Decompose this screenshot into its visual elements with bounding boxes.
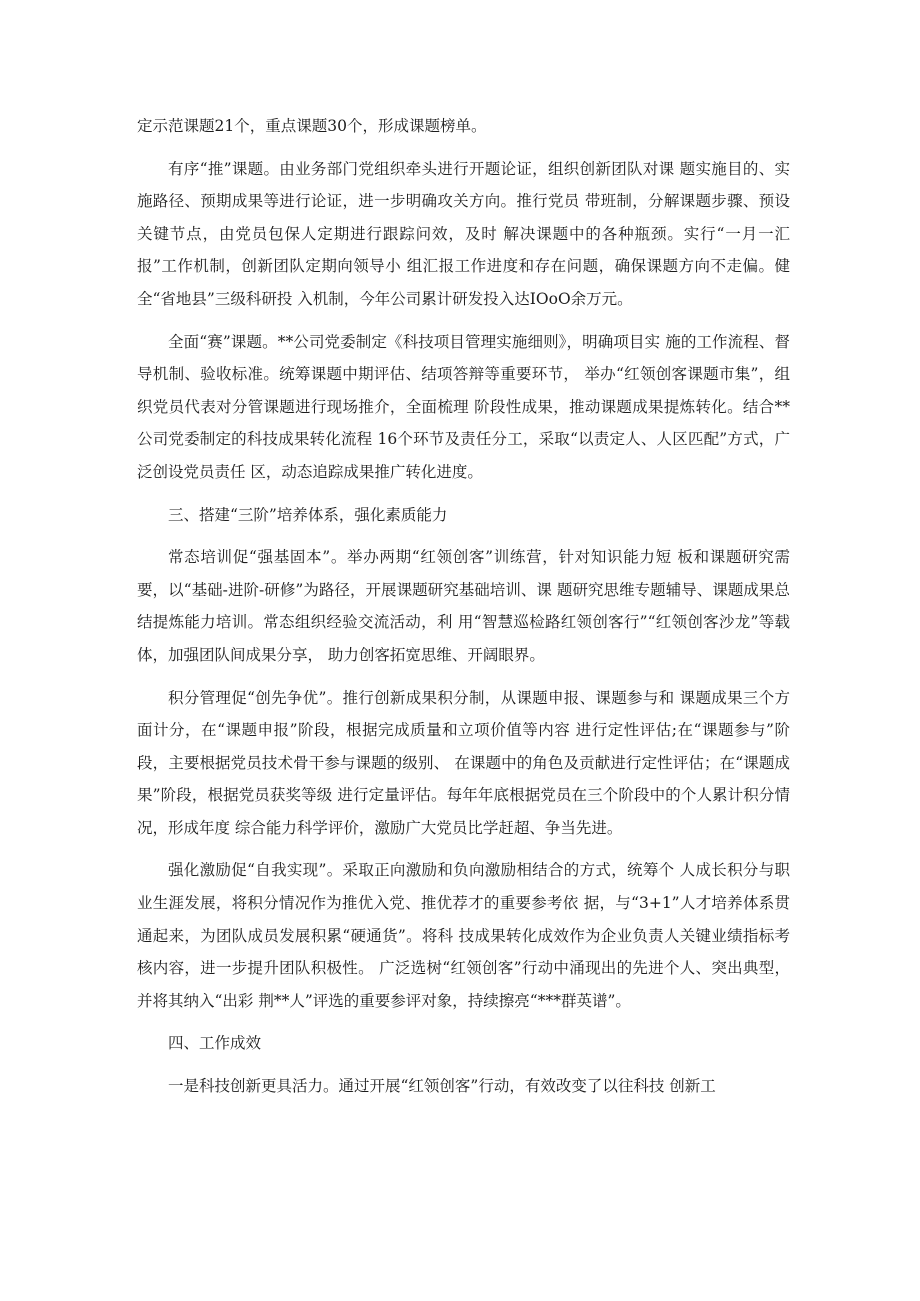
section-heading-4: 四、工作成效 [168, 1034, 262, 1053]
paragraph-points-management: 积分管理促“创先争优”。推行创新成果积分制，从课题申报、课题参与和 课题成果三个方面计分，在“课题申报”阶段，根据完成质量和立项价值等内容 进行定性评估;在“课题参与”阶段，主要根据党员技术骨干参与课题的级别、 在课题中的角色及贡献进行定性评估；在“课题成果”阶段，根据党员获奖等级 进行定量评估。每年年底根据党员在三个阶段中的个人累计积分情况，形成年度 综合能力科学评价，激励广大党员比学赶超、争当先进。 [137, 688, 790, 837]
paragraph-incentives: 强化激励促“自我实现”。采取正向激励和负向激励相结合的方式，统筹个 人成长积分与职业生涯发展，将积分情况作为推优入党、推优荐才的重要参考依 据，与“3+1”人才培养体系贯通起来，为团队成员发展积累“硬通货”。将科 技成果转化成效作为企业负责人关键业绩指标考核内容，进一步提升团队积极性。 广泛选树“红领创客”行动中涌现出的先进个人、突出典型，并将其纳入“出彩 荆**人”评选的重要参评对象，持续擦亮“***群英谱”。 [137, 861, 790, 1010]
section-heading-3: 三、搭建“三阶”培养体系，强化素质能力 [168, 505, 448, 524]
paragraph-results-first: 一是科技创新更具活力。通过开展“红领创客”行动，有效改变了以往科技 创新工 [168, 1077, 716, 1096]
paragraph-regular-training: 常态培训促“强基固本”。举办两期“红领创客”训练营，针对知识能力短 板和课题研究需要，以“基础-进阶-研修”为路径，开展课题研究基础培训、课 题研究思维专题辅导、课题成果总结提炼能力培训。常态组织经验交流活动，利 用“智慧巡检路红领创客行”“红领创客沙龙”等载体，加强团队间成果分享， 助力创客拓宽思维、开阔眼界。 [137, 548, 790, 664]
paragraph-push-topics: 有序“推”课题。由业务部门党组织牵头进行开题论证，组织创新团队对课 题实施目的、实施路径、预期成果等进行论证，进一步明确攻关方向。推行党员 带班制，分解课题步骤、预设关键节点，由党员包保人定期进行跟踪问效，及时 解决课题中的各种瓶颈。实行“一月一汇报”工作机制，创新团队定期向领导小 组汇报工作进度和存在问题，确保课题方向不走偏。健全“省地县”三级科研投 入机制，今年公司累计研发投入达IOoO余万元。 [137, 159, 790, 308]
paragraph-continued: 定示范课题21个，重点课题30个，形成课题榜单。 [137, 117, 487, 135]
paragraph-compete-topics: 全面“赛”课题。**公司党委制定《科技项目管理实施细则》，明确项目实 施的工作流程、督导机制、验收标准。统筹课题中期评估、结项答辩等重要环节， 举办“红领创客课题市集”，组织党员代表对分管课题进行现场推介，全面梳理 阶段性成果，推动课题成果提炼转化。结合**公司党委制定的科技成果转化流程 16个环节及责任分工，采取“以责定人、人区匹配”方式，广泛创设党员责任 区，动态追踪成果推广转化进度。 [137, 332, 790, 481]
document-body [137, 110, 790, 1112]
